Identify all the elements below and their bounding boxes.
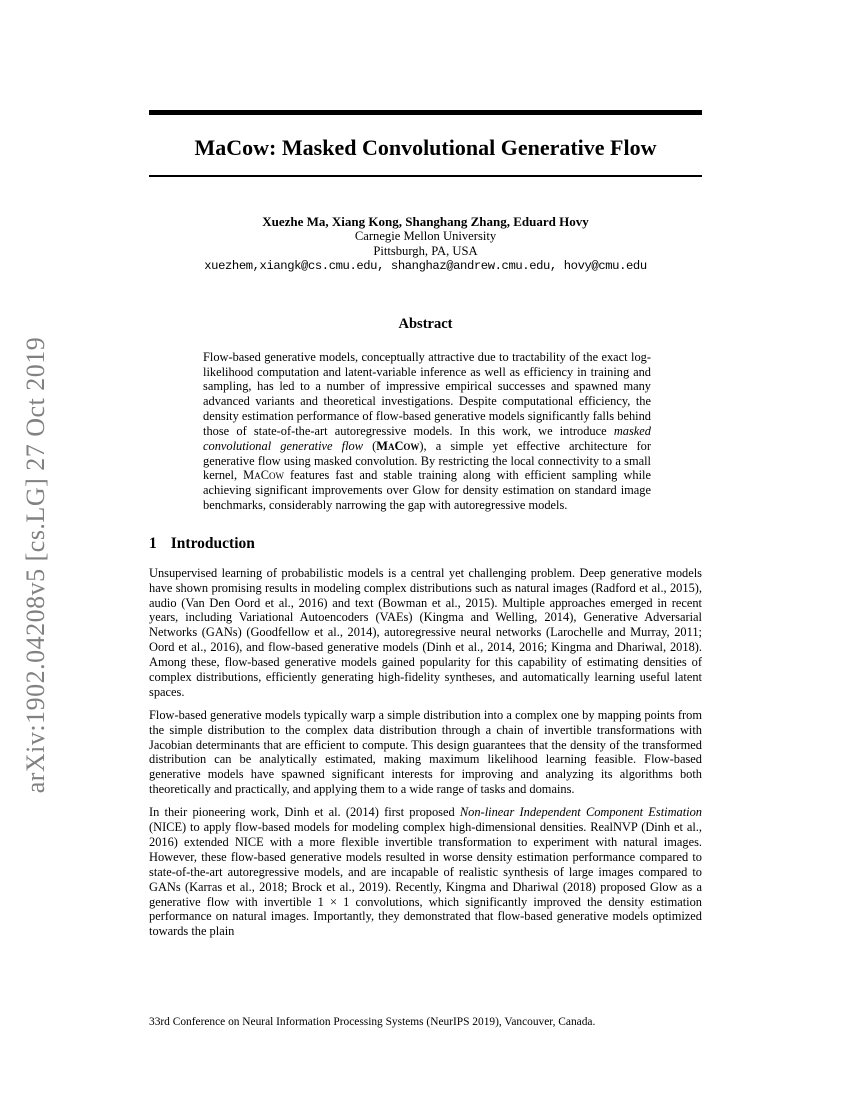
author-names: Xuezhe Ma, Xiang Kong, Shanghang Zhang, Eduard Hovy — [262, 213, 589, 229]
intro-paragraph-3 — [149, 805, 702, 939]
abstract-text — [203, 350, 651, 513]
arxiv-watermark: arXiv:1902.04208v5 [cs.LG] 27 Oct 2019 — [21, 336, 50, 794]
author-location: Pittsburgh, PA, USA — [373, 244, 478, 259]
abstract-seg1: Flow-based generative models, conceptually attractive due to tractability of the exact log-likelihood computation and latent-variable inference as well as efficiency in training and sampling, has led to a number of impressive empirical successes and spawned many advanced variants and theoretical investigations. Despite computational efficiency, the density estimation performance of flow-based generative models significantly falls behind those of state-of-the-art autoregressive models. In this work, we introduce — [203, 349, 651, 438]
conference-footer: 33rd Conference on Neural Information Processing Systems (NeurIPS 2019), Vancouver, Canada. — [149, 1016, 596, 1028]
paper-title: MaCow: Masked Convolutional Generative Flow — [194, 135, 657, 160]
abstract-seg4: features fast and stable training along with efficient sampling while achieving significant improvements over Glow for density estimation on standard image benchmarks, considerably narrowing the gap with autoregressive models. — [203, 468, 651, 513]
section-1-title: Introduction — [170, 534, 255, 552]
author-block — [149, 214, 702, 275]
abstract-italic-phrase: masked convolutional generative flow — [203, 423, 651, 453]
intro-paragraph-2: Flow-based generative models typically warp a simple distribution into a complex one by mapping points from the simple distribution to the complex data distribution through a chain of invertible transformations with Jacobian determinants that are efficient to compute. This design guarantees that the density of the transformed distribution can be analytically estimated, making maximum likelihood learning feasible. Flow-based generative models have spawned significant interests for improving and analyzing its algorithms both theoretically and practically, and applying them to a wide range of tasks and domains. — [149, 707, 702, 797]
paper-content-column — [149, 110, 702, 939]
section-1-number: 1 — [149, 534, 157, 552]
intro-p3-seg2: (NICE) to apply flow-based models for modeling complex high-dimensional densities. RealNVP (Dinh et al., 2016) extended NICE with a more flexible invertible transformation to experiment with natural images. However, these flow-based generative models resulted in worse density estimation performance compared to state-of-the-art autoregressive models, and are incapable of realistic synthesis of large images compared to GANs (Karras et al., 2018; Brock et al., 2019). Recently, Kingma and Dhariwal (2018) proposed Glow as a generative flow with invertible 1 × 1 convolutions, which significantly improved the density estimation performance on natural images. Importantly, they demonstrated that flow-based generative models optimized towards the plain — [149, 820, 702, 939]
intro-p3-italic: Non-linear Independent Component Estimation — [459, 805, 702, 820]
title-rule-top — [149, 110, 702, 115]
abstract-macow-smallcaps: MaCow — [243, 468, 284, 483]
abstract-heading: Abstract — [398, 315, 453, 332]
intro-p3-seg1: In their pioneering work, Dinh et al. (2014) first proposed — [149, 805, 460, 820]
section-1-heading — [149, 535, 702, 553]
title-rule-bottom — [149, 175, 702, 177]
author-emails: xuezhem,xiangk@cs.cmu.edu, shanghaz@andrew.cmu.edu, hovy@cmu.edu — [204, 259, 647, 274]
abstract-seg3: ), a simple yet effective architecture for generative flow using masked convolution. By restricting the local connectivity to a small kernel, — [203, 438, 651, 483]
intro-paragraph-1: Unsupervised learning of probabilistic models is a central yet challenging problem. Deep generative models have shown promising results in modeling complex distributions such as natural images (Radford et al., 2015), audio (Van Den Oord et al., 2016) and text (Bowman et al., 2015). Multiple approaches emerged in recent years, including Variational Autoencoders (VAEs) (Kingma and Welling, 2014), Generative Adversarial Networks (GANs) (Goodfellow et al., 2014), autoregressive neural networks (Larochelle and Murray, 2011; Oord et al., 2016), and flow-based generative models (Dinh et al., 2014, 2016; Kingma and Dhariwal, 2018). Among these, flow-based generative models gained popularity for this capability of estimating densities of complex distributions, efficiently generating high-fidelity syntheses, and automatically learning useful latent spaces. — [149, 565, 702, 699]
abstract-macow-bold: MaCow — [376, 438, 420, 453]
author-affiliation: Carnegie Mellon University — [354, 228, 497, 243]
abstract-seg2: ( — [363, 438, 377, 453]
